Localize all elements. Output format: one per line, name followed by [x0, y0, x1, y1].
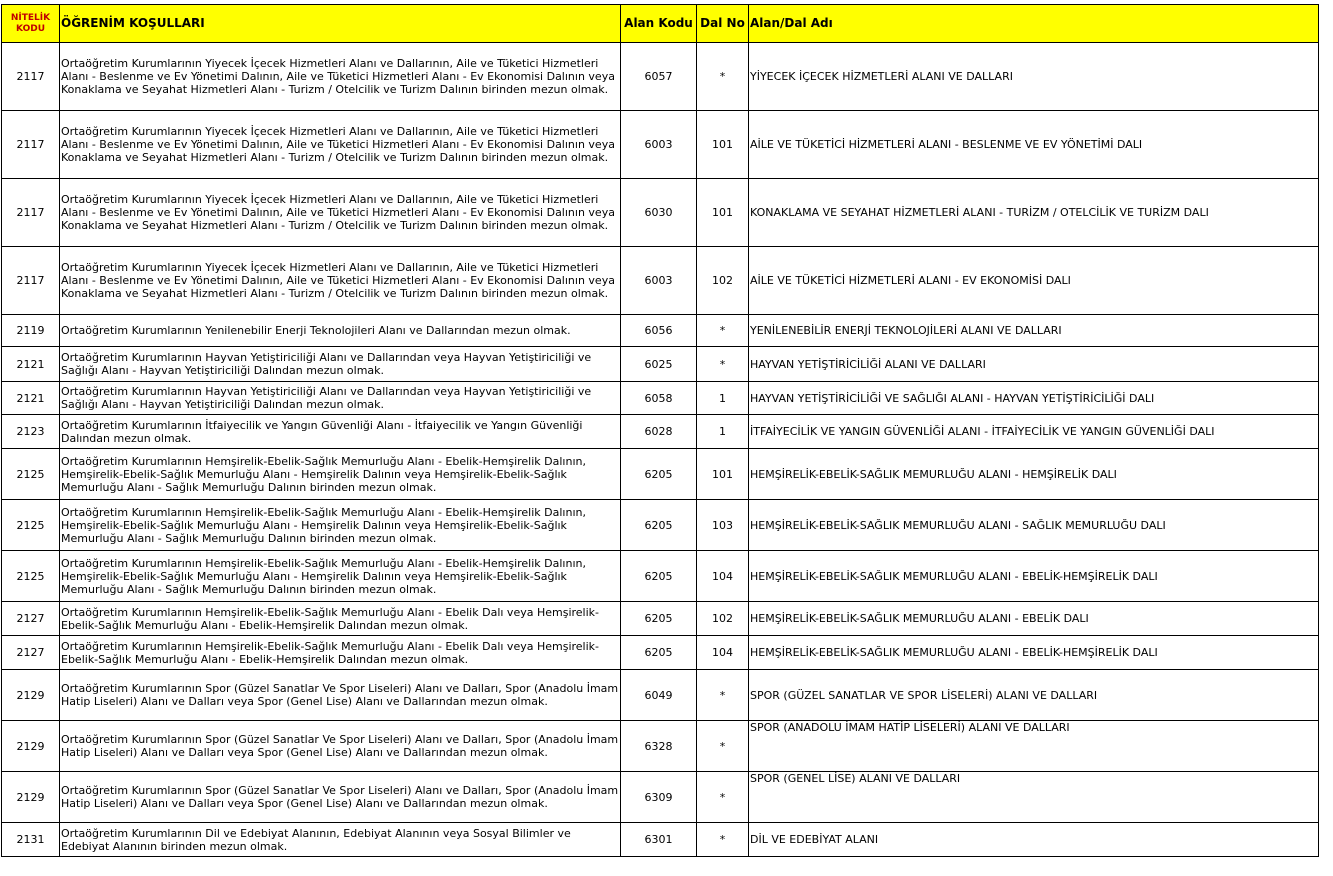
cell-alan-kodu: 6056 — [621, 315, 697, 347]
cell-dal-no: * — [697, 721, 749, 772]
table-row — [2, 636, 1319, 670]
table-row — [2, 179, 1319, 247]
cell-dal-no: * — [697, 823, 749, 857]
cell-alan-kodu: 6301 — [621, 823, 697, 857]
cell-alan-dal-adi: HEMŞİRELİK-EBELİK-SAĞLIK MEMURLUĞU ALANI - EBELİK-HEMŞİRELİK DALI — [749, 636, 1319, 670]
cell-kosul: Ortaöğretim Kurumlarının İtfaiyecilik ve Yangın Güvenliği Alanı - İtfaiyecilik ve Yangın Güvenliği Dalından mezun olmak. — [60, 415, 621, 449]
cell-alan-kodu: 6205 — [621, 449, 697, 500]
cell-alan-dal-adi: YENİLENEBİLİR ENERJİ TEKNOLOJİLERİ ALANI VE DALLARI — [749, 315, 1319, 347]
cell-dal-no: 102 — [697, 247, 749, 315]
cell-kod: 2129 — [2, 772, 60, 823]
table-row — [2, 382, 1319, 415]
header-alan-dal-adi: Alan/Dal Adı — [749, 5, 1319, 43]
header-alan-kodu: Alan Kodu — [621, 5, 697, 43]
cell-kod: 2125 — [2, 449, 60, 500]
header-row — [2, 5, 1319, 43]
header-dal-no: Dal No — [697, 5, 749, 43]
cell-kosul: Ortaöğretim Kurumlarının Hemşirelik-Ebelik-Sağlık Memurluğu Alanı - Ebelik-Hemşirelik Dalının, Hemşirelik-Ebelik-Sağlık Memurluğu Alanı - Hemşirelik Dalının veya Hemşirelik-Ebelik-Sağlık Memurluğu Alanı - Sağlık Memurluğu Dalının birinden mezun olmak. — [60, 500, 621, 551]
cell-kod: 2123 — [2, 415, 60, 449]
cell-alan-kodu: 6205 — [621, 551, 697, 602]
cell-kod: 2125 — [2, 500, 60, 551]
cell-alan-kodu: 6028 — [621, 415, 697, 449]
cell-kosul: Ortaöğretim Kurumlarının Spor (Güzel Sanatlar Ve Spor Liseleri) Alanı ve Dalları, Spor (Anadolu İmam Hatip Liseleri) Alanı ve Dalları veya Spor (Genel Lise) Alanı ve Dallarından mezun olmak. — [60, 670, 621, 721]
table-row — [2, 772, 1319, 823]
cell-alan-dal-adi: SPOR (ANADOLU İMAM HATİP LİSELERİ) ALANI VE DALLARI — [749, 721, 1319, 772]
table-row — [2, 551, 1319, 602]
cell-alan-kodu: 6328 — [621, 721, 697, 772]
cell-kod: 2117 — [2, 111, 60, 179]
cell-alan-dal-adi: İTFAİYECİLİK VE YANGIN GÜVENLİĞİ ALANI - İTFAİYECİLİK VE YANGIN GÜVENLİĞİ DALI — [749, 415, 1319, 449]
cell-dal-no: * — [697, 315, 749, 347]
cell-dal-no: 104 — [697, 551, 749, 602]
table-row — [2, 43, 1319, 111]
cell-dal-no: 103 — [697, 500, 749, 551]
cell-kod: 2131 — [2, 823, 60, 857]
header-kosul: ÖĞRENİM KOŞULLARI — [60, 5, 621, 43]
header-kod: NİTELİK KODU — [2, 5, 60, 43]
cell-kosul: Ortaöğretim Kurumlarının Hemşirelik-Ebelik-Sağlık Memurluğu Alanı - Ebelik-Hemşirelik Dalının, Hemşirelik-Ebelik-Sağlık Memurluğu Alanı - Hemşirelik Dalının veya Hemşirelik-Ebelik-Sağlık Memurluğu Alanı - Sağlık Memurluğu Dalının birinden mezun olmak. — [60, 551, 621, 602]
cell-alan-dal-adi: AİLE VE TÜKETİCİ HİZMETLERİ ALANI - EV EKONOMİSİ DALI — [749, 247, 1319, 315]
cell-alan-kodu: 6003 — [621, 111, 697, 179]
cell-kod: 2125 — [2, 551, 60, 602]
cell-kod: 2127 — [2, 602, 60, 636]
cell-kosul: Ortaöğretim Kurumlarının Spor (Güzel Sanatlar Ve Spor Liseleri) Alanı ve Dalları, Spor (Anadolu İmam Hatip Liseleri) Alanı ve Dalları veya Spor (Genel Lise) Alanı ve Dallarından mezun olmak. — [60, 772, 621, 823]
cell-alan-dal-adi: HEMŞİRELİK-EBELİK-SAĞLIK MEMURLUĞU ALANI - EBELİK-HEMŞİRELİK DALI — [749, 551, 1319, 602]
cell-alan-kodu: 6309 — [621, 772, 697, 823]
cell-alan-kodu: 6057 — [621, 43, 697, 111]
cell-kod: 2129 — [2, 721, 60, 772]
cell-alan-kodu: 6205 — [621, 500, 697, 551]
cell-alan-dal-adi: HEMŞİRELİK-EBELİK-SAĞLIK MEMURLUĞU ALANI - HEMŞİRELİK DALI — [749, 449, 1319, 500]
cell-alan-dal-adi: HEMŞİRELİK-EBELİK-SAĞLIK MEMURLUĞU ALANI - SAĞLIK MEMURLUĞU DALI — [749, 500, 1319, 551]
cell-alan-dal-adi: YİYECEK İÇECEK HİZMETLERİ ALANI VE DALLARI — [749, 43, 1319, 111]
cell-alan-dal-adi: HAYVAN YETİŞTİRİCİLİĞİ ALANI VE DALLARI — [749, 347, 1319, 382]
qualification-table — [1, 4, 1319, 857]
table-row — [2, 823, 1319, 857]
cell-kod: 2117 — [2, 179, 60, 247]
cell-dal-no: 101 — [697, 449, 749, 500]
cell-kosul: Ortaöğretim Kurumlarının Spor (Güzel Sanatlar Ve Spor Liseleri) Alanı ve Dalları, Spor (Anadolu İmam Hatip Liseleri) Alanı ve Dalları veya Spor (Genel Lise) Alanı ve Dallarından mezun olmak. — [60, 721, 621, 772]
cell-kosul: Ortaöğretim Kurumlarının Yenilenebilir Enerji Teknolojileri Alanı ve Dallarından mezun olmak. — [60, 315, 621, 347]
cell-kosul: Ortaöğretim Kurumlarının Hemşirelik-Ebelik-Sağlık Memurluğu Alanı - Ebelik Dalı veya Hemşirelik-Ebelik-Sağlık Memurluğu Alanı - Ebelik-Hemşirelik Dalından mezun olmak. — [60, 602, 621, 636]
cell-kod: 2119 — [2, 315, 60, 347]
cell-kosul: Ortaöğretim Kurumlarının Hayvan Yetiştiriciliği Alanı ve Dallarından veya Hayvan Yetiştiriciliği ve Sağlığı Alanı - Hayvan Yetiştiriciliği Dalından mezun olmak. — [60, 347, 621, 382]
table-row — [2, 721, 1319, 772]
cell-kosul: Ortaöğretim Kurumlarının Yiyecek İçecek Hizmetleri Alanı ve Dallarının, Aile ve Tüketici Hizmetleri Alanı - Beslenme ve Ev Yönetimi Dalının, Aile ve Tüketici Hizmetleri Alanı - Ev Ekonomisi Dalının veya Konaklama ve Seyahat Hizmetleri Alanı - Turizm / Otelcilik ve Turizm Dalının birinden mezun olmak. — [60, 43, 621, 111]
table-row — [2, 247, 1319, 315]
cell-dal-no: 101 — [697, 111, 749, 179]
table-row — [2, 602, 1319, 636]
cell-kosul: Ortaöğretim Kurumlarının Hemşirelik-Ebelik-Sağlık Memurluğu Alanı - Ebelik Dalı veya Hemşirelik-Ebelik-Sağlık Memurluğu Alanı - Ebelik-Hemşirelik Dalından mezun olmak. — [60, 636, 621, 670]
cell-kosul: Ortaöğretim Kurumlarının Dil ve Edebiyat Alanının, Edebiyat Alanının veya Sosyal Bilimler ve Edebiyat Alanının birinden mezun olmak. — [60, 823, 621, 857]
cell-dal-no: 102 — [697, 602, 749, 636]
table-row — [2, 415, 1319, 449]
cell-kosul: Ortaöğretim Kurumlarının Yiyecek İçecek Hizmetleri Alanı ve Dallarının, Aile ve Tüketici Hizmetleri Alanı - Beslenme ve Ev Yönetimi Dalının, Aile ve Tüketici Hizmetleri Alanı - Ev Ekonomisi Dalının veya Konaklama ve Seyahat Hizmetleri Alanı - Turizm / Otelcilik ve Turizm Dalının birinden mezun olmak. — [60, 247, 621, 315]
cell-kosul: Ortaöğretim Kurumlarının Yiyecek İçecek Hizmetleri Alanı ve Dallarının, Aile ve Tüketici Hizmetleri Alanı - Beslenme ve Ev Yönetimi Dalının, Aile ve Tüketici Hizmetleri Alanı - Ev Ekonomisi Dalının veya Konaklama ve Seyahat Hizmetleri Alanı - Turizm / Otelcilik ve Turizm Dalının birinden mezun olmak. — [60, 179, 621, 247]
table-row — [2, 347, 1319, 382]
cell-alan-dal-adi: HAYVAN YETİŞTİRİCİLİĞİ VE SAĞLIĞI ALANI - HAYVAN YETİŞTİRİCİLİĞİ DALI — [749, 382, 1319, 415]
cell-kosul: Ortaöğretim Kurumlarının Hemşirelik-Ebelik-Sağlık Memurluğu Alanı - Ebelik-Hemşirelik Dalının, Hemşirelik-Ebelik-Sağlık Memurluğu Alanı - Hemşirelik Dalının veya Hemşirelik-Ebelik-Sağlık Memurluğu Alanı - Sağlık Memurluğu Dalının birinden mezun olmak. — [60, 449, 621, 500]
cell-dal-no: * — [697, 772, 749, 823]
cell-kod: 2129 — [2, 670, 60, 721]
table-row — [2, 670, 1319, 721]
cell-alan-dal-adi: SPOR (GÜZEL SANATLAR VE SPOR LİSELERİ) ALANI VE DALLARI — [749, 670, 1319, 721]
cell-alan-dal-adi: HEMŞİRELİK-EBELİK-SAĞLIK MEMURLUĞU ALANI - EBELİK DALI — [749, 602, 1319, 636]
cell-alan-dal-adi: SPOR (GENEL LİSE) ALANI VE DALLARI — [749, 772, 1319, 823]
cell-alan-kodu: 6205 — [621, 602, 697, 636]
cell-alan-kodu: 6025 — [621, 347, 697, 382]
table-row — [2, 500, 1319, 551]
table-row — [2, 111, 1319, 179]
cell-dal-no: 1 — [697, 382, 749, 415]
cell-dal-no: * — [697, 670, 749, 721]
cell-alan-kodu: 6049 — [621, 670, 697, 721]
cell-kod: 2121 — [2, 382, 60, 415]
cell-alan-dal-adi: KONAKLAMA VE SEYAHAT HİZMETLERİ ALANI - TURİZM / OTELCİLİK VE TURİZM DALI — [749, 179, 1319, 247]
cell-alan-kodu: 6058 — [621, 382, 697, 415]
table-row — [2, 449, 1319, 500]
cell-alan-kodu: 6003 — [621, 247, 697, 315]
cell-kod: 2121 — [2, 347, 60, 382]
cell-dal-no: * — [697, 347, 749, 382]
table-row — [2, 315, 1319, 347]
cell-kosul: Ortaöğretim Kurumlarının Yiyecek İçecek Hizmetleri Alanı ve Dallarının, Aile ve Tüketici Hizmetleri Alanı - Beslenme ve Ev Yönetimi Dalının, Aile ve Tüketici Hizmetleri Alanı - Ev Ekonomisi Dalının veya Konaklama ve Seyahat Hizmetleri Alanı - Turizm / Otelcilik ve Turizm Dalının birinden mezun olmak. — [60, 111, 621, 179]
cell-dal-no: 1 — [697, 415, 749, 449]
cell-kosul: Ortaöğretim Kurumlarının Hayvan Yetiştiriciliği Alanı ve Dallarından veya Hayvan Yetiştiriciliği ve Sağlığı Alanı - Hayvan Yetiştiriciliği Dalından mezun olmak. — [60, 382, 621, 415]
cell-alan-dal-adi: DİL VE EDEBİYAT ALANI — [749, 823, 1319, 857]
cell-kod: 2117 — [2, 247, 60, 315]
cell-alan-dal-adi: AİLE VE TÜKETİCİ HİZMETLERİ ALANI - BESLENME VE EV YÖNETİMİ DALI — [749, 111, 1319, 179]
cell-alan-kodu: 6030 — [621, 179, 697, 247]
cell-kod: 2127 — [2, 636, 60, 670]
cell-dal-no: * — [697, 43, 749, 111]
cell-dal-no: 101 — [697, 179, 749, 247]
cell-alan-kodu: 6205 — [621, 636, 697, 670]
cell-kod: 2117 — [2, 43, 60, 111]
cell-dal-no: 104 — [697, 636, 749, 670]
